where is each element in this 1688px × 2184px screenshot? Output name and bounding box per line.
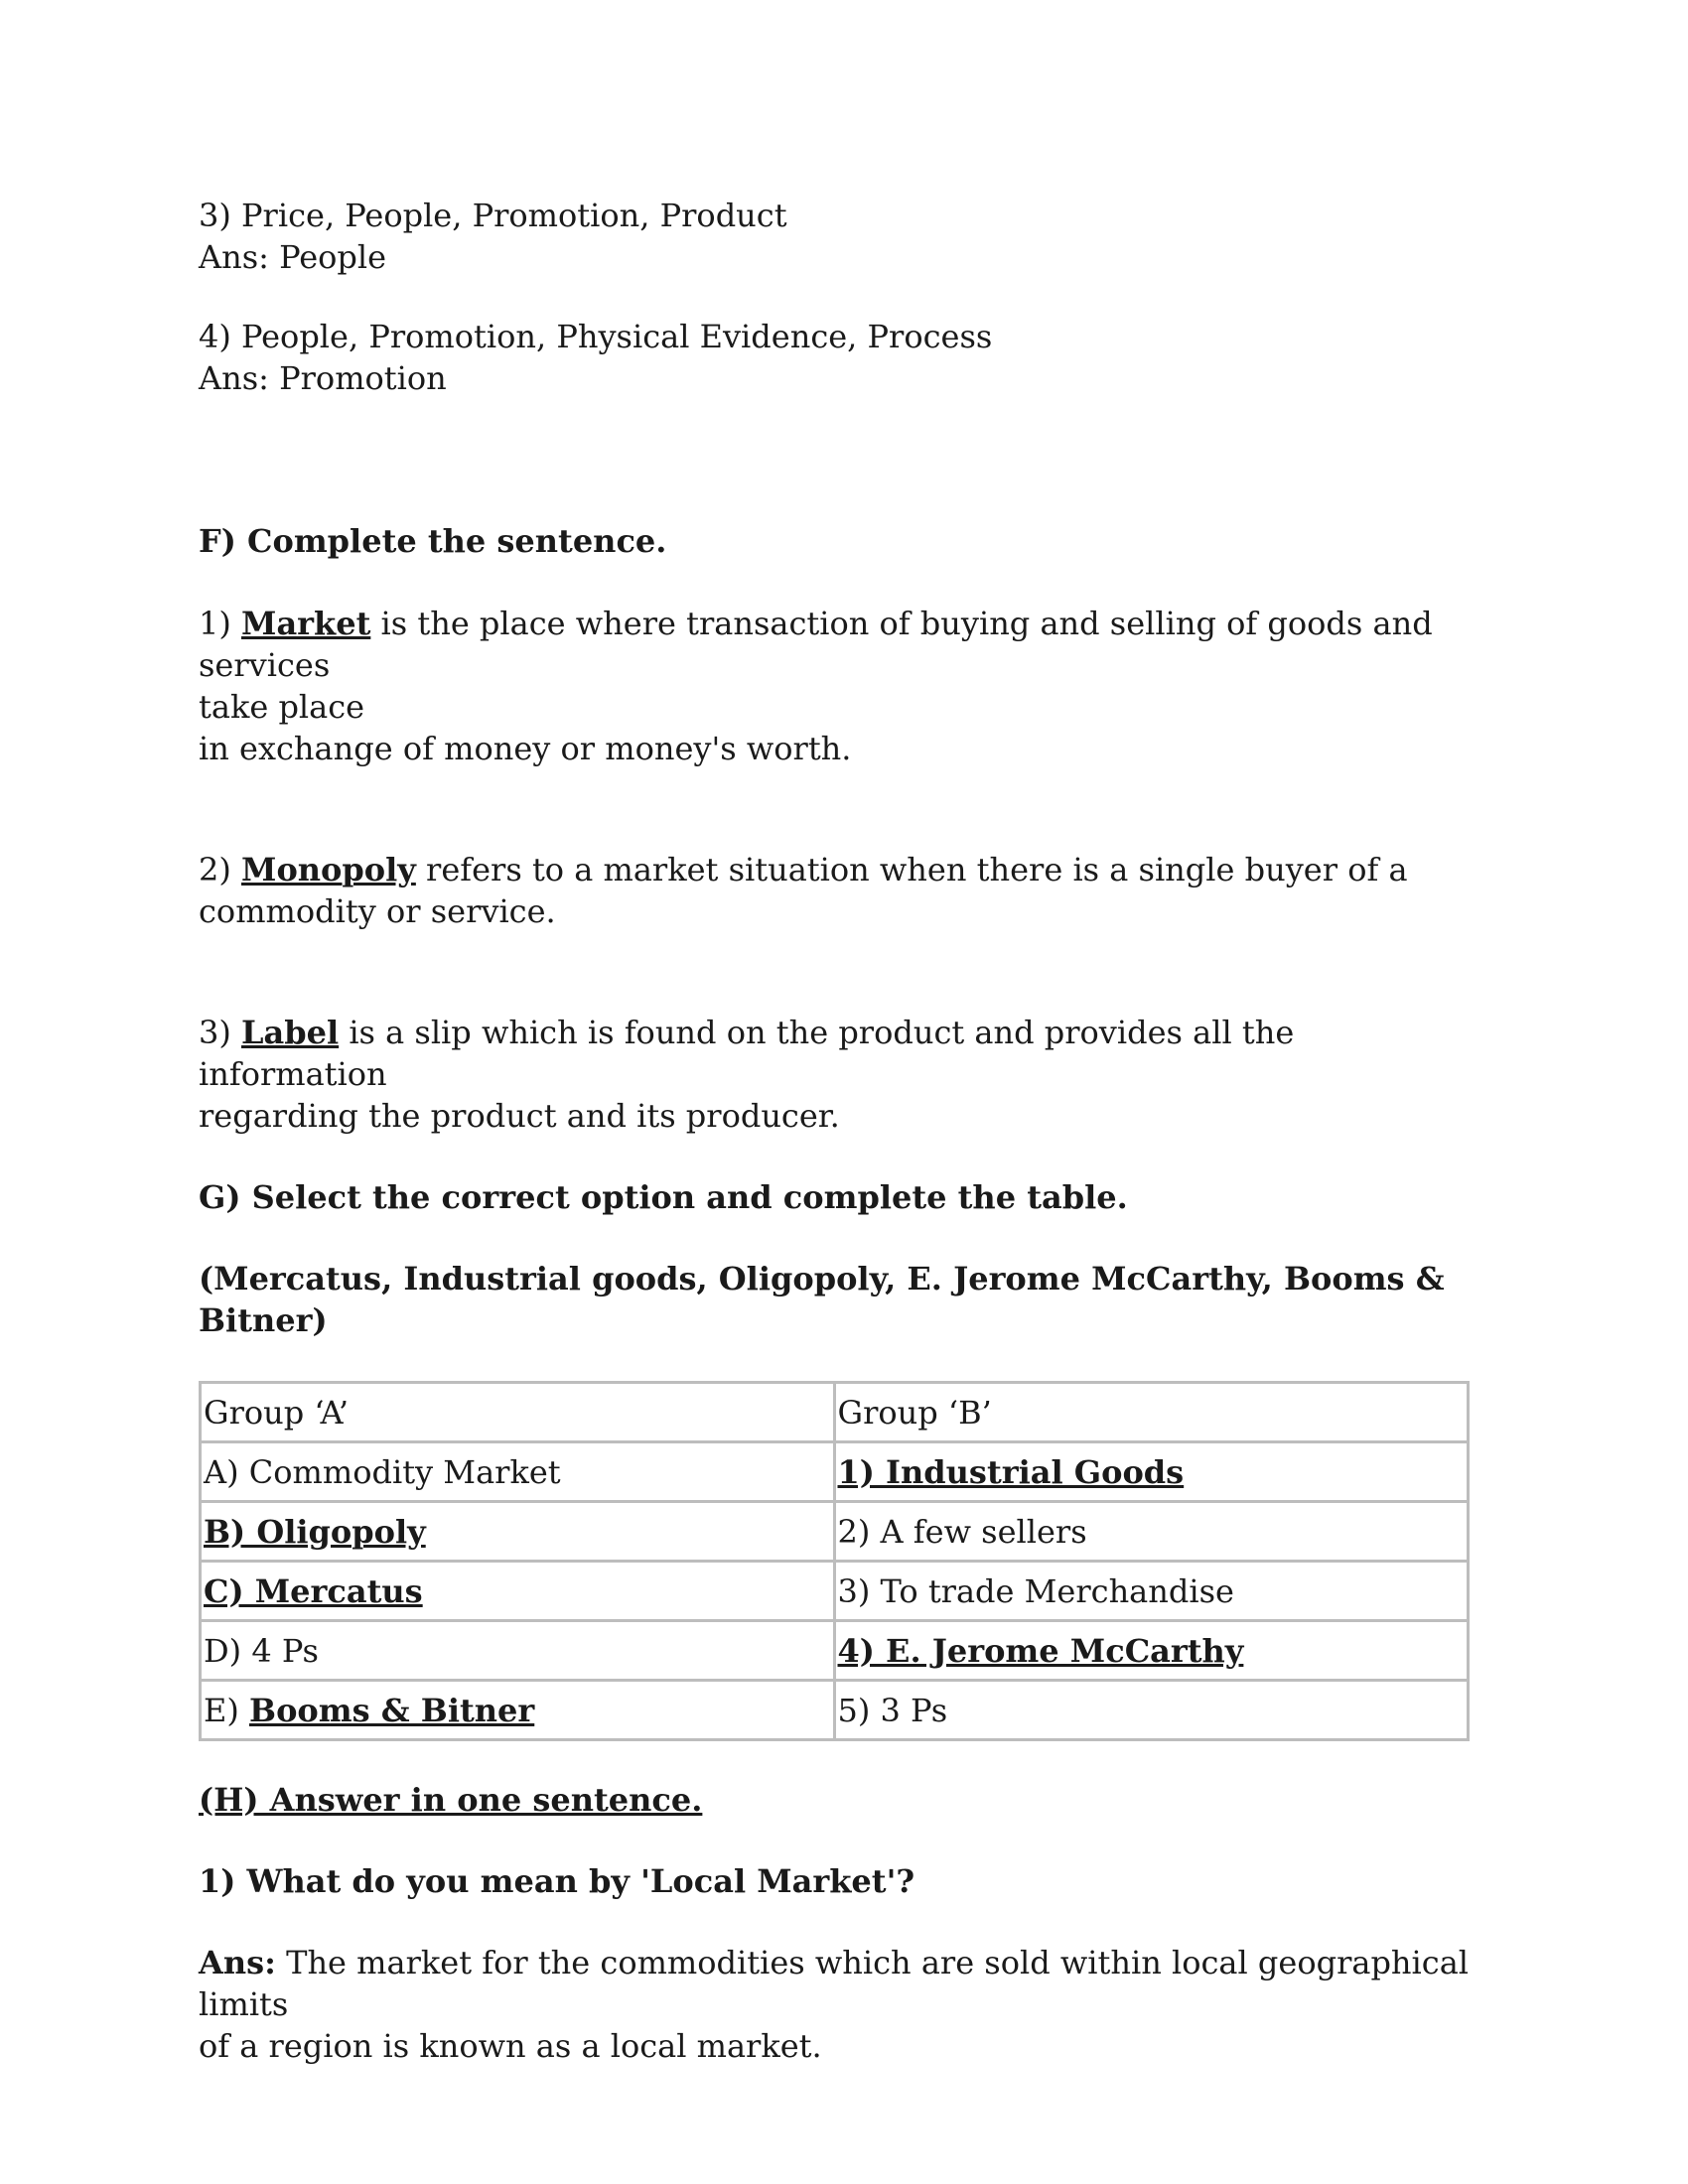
- group-a-cell: A) Commodity Market: [201, 1442, 835, 1502]
- answer-mercatus: C) Mercatus: [204, 1571, 423, 1610]
- table-row: [201, 1562, 1469, 1621]
- item-text: is the place where transaction of buying and selling of goods and services: [199, 605, 1433, 684]
- answer-term-label: Label: [241, 1014, 340, 1051]
- table-row: [201, 1621, 1469, 1681]
- question-4-answer: Ans: Promotion: [199, 359, 447, 397]
- section-h-heading: (H) Answer in one sentence.: [199, 1781, 703, 1819]
- item-text: is a slip which is found on the product and provides all the information: [199, 1014, 1295, 1093]
- group-a-cell: E) Booms & Bitner: [201, 1681, 835, 1740]
- item-number: 3): [199, 1014, 242, 1051]
- group-b-cell: [834, 1442, 1469, 1502]
- table-row: [201, 1681, 1469, 1740]
- header-group-b: Group ‘B’: [834, 1383, 1469, 1442]
- answer-term-monopoly: Monopoly: [241, 851, 416, 888]
- group-a-cell: [201, 1502, 835, 1562]
- table-header-row: [201, 1383, 1469, 1442]
- answer-text: The market for the commodities which are sold within local geographical limits: [199, 1944, 1469, 2023]
- item-text-line-3: in exchange of money or money's worth.: [199, 730, 852, 767]
- group-b-cell: 2) A few sellers: [834, 1502, 1469, 1562]
- question-3-options: 3) Price, People, Promotion, Product: [199, 197, 787, 234]
- group-a-cell: [201, 1562, 835, 1621]
- item-text-line-2: regarding the product and its producer.: [199, 1097, 840, 1135]
- section-h-answer-1: [199, 1942, 1489, 2067]
- match-table: [199, 1381, 1470, 1741]
- item-number: 1): [199, 605, 242, 642]
- answer-jerome-mccarthy: 4) E. Jerome McCarthy: [837, 1631, 1244, 1670]
- answer-booms-bitner: Booms & Bitner: [249, 1691, 535, 1729]
- group-b-cell: 5) 3 Ps: [834, 1681, 1469, 1740]
- section-h-question-1: 1) What do you mean by 'Local Market'?: [199, 1862, 915, 1900]
- question-3: [199, 195, 1489, 278]
- answer-oligopoly: B) Oligopoly: [204, 1512, 426, 1551]
- answer-term-market: Market: [241, 605, 371, 642]
- section-f-item-1: [199, 603, 1489, 769]
- answer-industrial-goods: 1) Industrial Goods: [837, 1452, 1185, 1491]
- group-a-cell: D) 4 Ps: [201, 1621, 835, 1681]
- question-4: [199, 316, 1489, 399]
- answer-text-line-2: of a region is known as a local market.: [199, 2027, 822, 2065]
- group-b-cell: 3) To trade Merchandise: [834, 1562, 1469, 1621]
- question-4-options: 4) People, Promotion, Physical Evidence, Process: [199, 318, 993, 355]
- item-number: 2): [199, 851, 242, 888]
- item-text-line-2: commodity or service.: [199, 892, 556, 930]
- document-page: [199, 195, 1489, 2067]
- answer-label: Ans:: [199, 1944, 276, 1981]
- section-g-options: (Mercatus, Industrial goods, Oligopoly, E. Jerome McCarthy, Booms & Bitner): [199, 1260, 1445, 1339]
- section-g-heading: G) Select the correct option and complete the table.: [199, 1178, 1128, 1216]
- section-f-item-3: [199, 1012, 1489, 1137]
- group-b-cell: [834, 1621, 1469, 1681]
- match-table-wrapper: [199, 1381, 1489, 1741]
- table-row: [201, 1502, 1469, 1562]
- question-3-answer: Ans: People: [199, 238, 387, 276]
- section-f-item-2: [199, 849, 1489, 932]
- item-text: refers to a market situation when there is a single buyer of a: [415, 851, 1408, 888]
- section-f-heading: F) Complete the sentence.: [199, 522, 667, 560]
- header-group-a: Group ‘A’: [201, 1383, 835, 1442]
- table-row: [201, 1442, 1469, 1502]
- item-text-line-2: take place: [199, 688, 365, 726]
